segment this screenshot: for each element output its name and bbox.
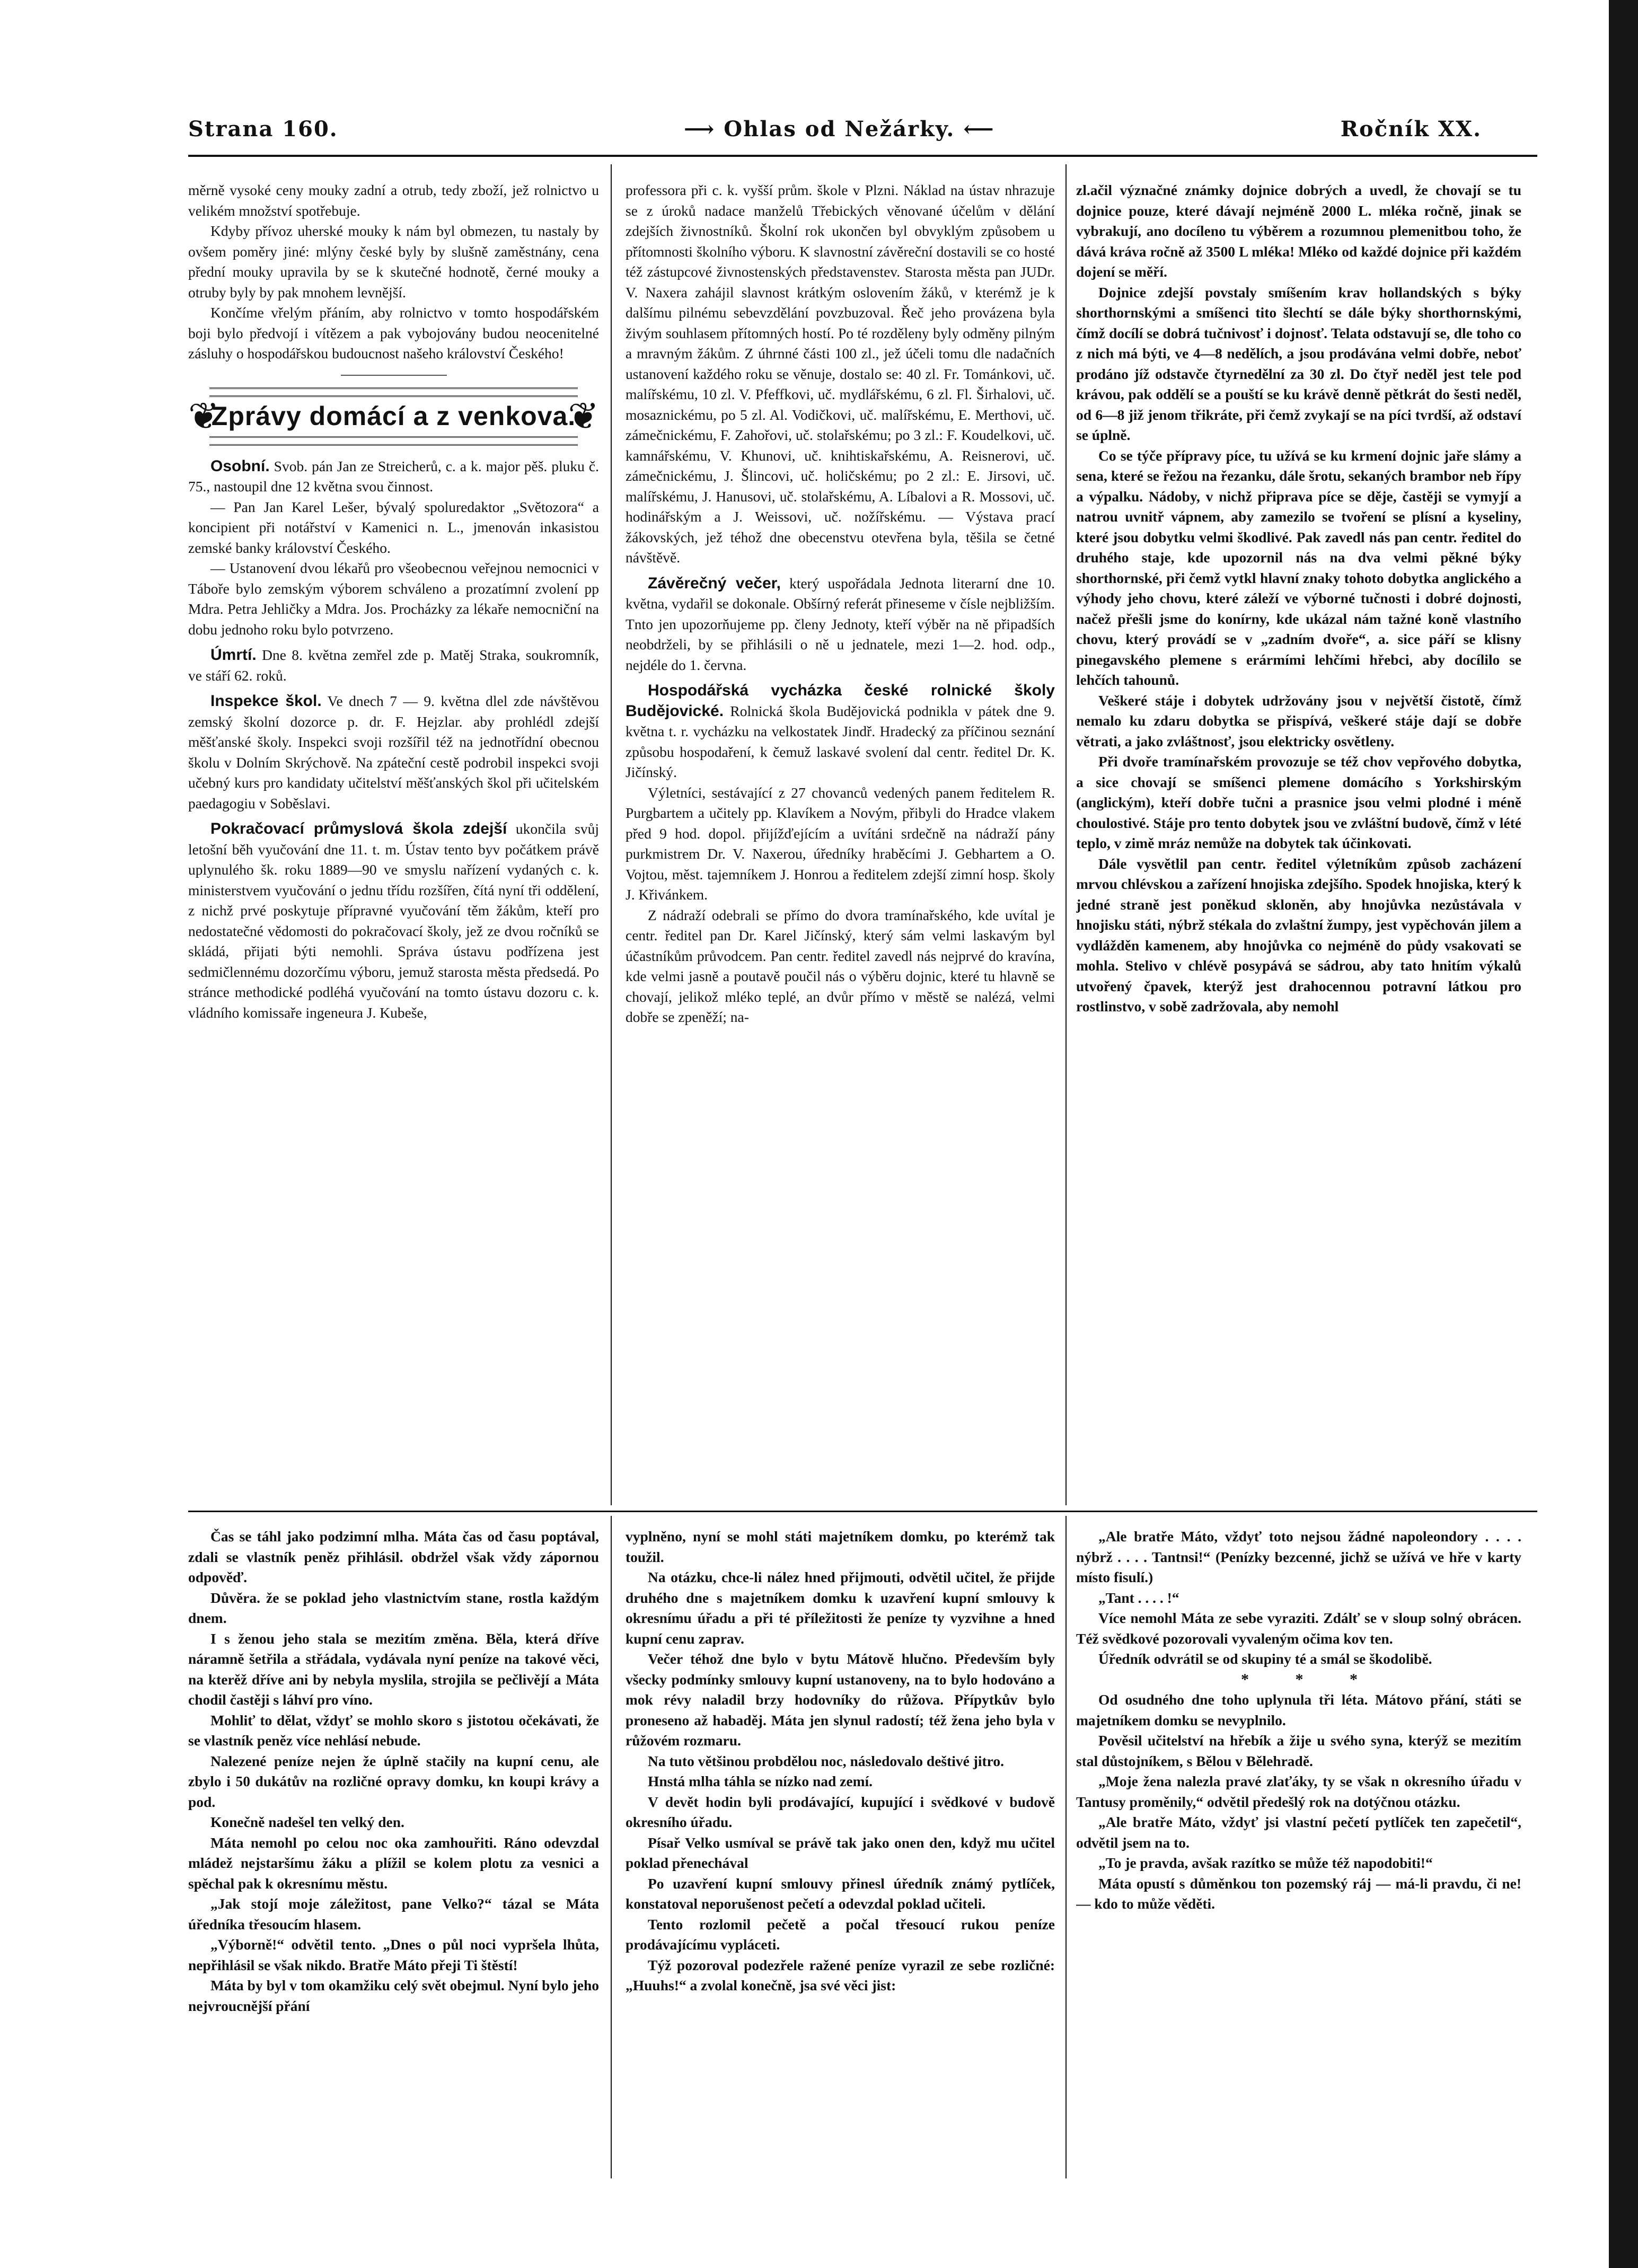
story-paragraph: Důvěra. že se poklad jeho vlastnictvím stane, rostla každým dnem. (188, 1589, 599, 1626)
section-heading (188, 387, 599, 446)
header-rule (188, 155, 1537, 157)
story-paragraph: V devět hodin byli prodávající, kupující i svědkové v budově okresního úřadu. (626, 1793, 1055, 1830)
story-paragraph: Na otázku, chce-li nález hned přijmouti, odvětil učitel, že přijde druhého dne s majetníkem domku k uzavření kupní smlouvy k okresnímu úřadu a při té příležitosti že peníze ty vyzvihne a hned kupní cenu zaprav. (626, 1569, 1055, 1647)
column-rule-3 (611, 1516, 612, 2178)
story-paragraph: Pověsil učitelství na hřebík a žije u svého syna, kterýž se mezitím stal důstojníkem, s Bělou v Bělehradě. (1076, 1732, 1521, 1769)
story-paragraph: „Ale bratře Máto, vždyť toto nejsou žádné napoleondory . . . . nýbrž . . . . Tantnsi!“ (Penízky bezcenné, jichž se užívá ve hře v karty místo fisulí.) (1076, 1528, 1521, 1585)
page-number: Strana 160. (188, 117, 338, 142)
story-paragraph: Mohliť to dělat, vždyť se mohlo skoro s jistotou očekávati, že se vlastník peněz více nehlásí nebude. (188, 1711, 599, 1749)
story-paragraph: „To je pravda, avšak razítko se může též napodobiti!“ (1098, 1855, 1433, 1871)
news-text: — Pan Jan Karel Lešer, bývalý spoluredaktor „Světozora“ a koncipient při notářství v Kamenici n. L., jmenován inkasistou zemské banky království Českého. (188, 498, 599, 556)
volume-number: Ročník XX. (1340, 117, 1482, 142)
news-heading: Hospodářská vycházka české rolnické školy Budějovické. (626, 682, 1055, 720)
column-3-bottom (1076, 1526, 1521, 2173)
story-paragraph: „Tant . . . . !“ (1098, 1589, 1179, 1606)
article-paragraph: Kdyby přívoz uherské mouky k nám byl obmezen, tu nastaly by ovšem poměry jiné: mlýny české byly by slušně zaměstnány, cena přední mouky upravila by se k skutečné hodnotě, černé mouky a otruby byly by pak mnohem levnější. (188, 223, 599, 301)
ornament-border (209, 436, 578, 446)
news-heading: Úmrtí. (210, 646, 257, 664)
news-heading: Osobní. (210, 457, 270, 475)
story-paragraph: Konečně nadešel ten velký den. (210, 1814, 404, 1830)
ornament-border (209, 387, 578, 397)
section-title: Zprávy domácí a z venkova. (211, 401, 576, 431)
article-paragraph: Dojnice zdejší povstaly smíšením krav hollandských s býky shorthornskými a smíšenci tito šlechtí se dále býky shorthornskými, čímž docílí se dobrá tučnivosť i dojnosť. Telata odstavují se, dle toho co z nich má býti, ve 4—8 nedělích, a jsou prodávána velmi dobře, neboť prodáno jíž odstavče čtyrnedělní za 30 zl. Do čtyř neděl jest tele pod krávou, pak oddělí se a pouští se ku krávě denně pětkrát do šesti neděl, od 6—8 již jenom třikráte, při čemž zvykají se na píci tvrdší, až odstaví se úplně. (1076, 284, 1521, 443)
news-text: ukončila svůj letošní běh vyučování dne 11. t. m. Ústav tento byv počátkem právě uplynulého šk. roku 1889—90 ve smyslu nařízení vydaných c. k. ministerstvem vyučování o jednu třídu rozšířen, čítá nyní tři oddělení, z nichž prvé poskytuje přípravné vyučování těm žákům, kteří pro nedostatečné vědomosti do pokračovací školy, jež ze dvou ročníků se skládá, přijati býti nemohli. Správa ústavu podřízena jest sedmičlennému dozorčímu výboru, jemuž starosta města předsedá. Po stránce methodické podléhá vyučování na tomto ústavu dozoru c. k. vládního komissaře ingeneura J. Kubeše, (188, 820, 599, 1021)
column-rule-2 (1065, 164, 1067, 1505)
story-paragraph: Nalezené peníze nejen že úplně stačily na kupní cenu, ale zbylo i 50 dukátův na rozličné opravy domku, kn koupi krávy a pod. (188, 1752, 599, 1810)
article-paragraph: Končíme vřelým přáním, aby rolnictvo v tomto hospodářském boji bylo předvojí i vítězem a pak vybojovány budou neocenitelné zásluhy o hospodářskou budoucnost našeho království Českého! (188, 304, 599, 361)
story-paragraph: Máta nemohl po celou noc oka zamhouřiti. Ráno odevzdal mládež nejstaršímu žáku a plížil se kolem plotu za vesnici a spěchal pak k okresnímu městu. (188, 1834, 599, 1892)
article-paragraph: Při dvoře tramínařském provozuje se též chov vepřového dobytka, a sice chovají se smíšenci plemene domácího s Yorkshirským (anglickým), kteří dobře tučni a prasnice jsou velmi plodné i méně choulostivé. Stáje pro tento dobytek jsou ve zvláštní budově, čímž v lété teplo, v zimě mráz nemůže na dobytek tak účinkovati. (1076, 753, 1521, 851)
news-text: Svob. pán Jan ze Streicherů, c. a k. major pěš. pluku č. 75., nastoupil dne 12 května svou činnost. (188, 457, 599, 495)
ornament-right-icon: ❦ (568, 394, 599, 438)
column-3-top (1076, 180, 1521, 1500)
story-paragraph: „Výborně!“ odvětil tento. „Dnes o půl noci vypršela lhůta, nepřihlásil se však nikdo. Bratře Máto přeji Ti štěstí! (188, 1936, 599, 1973)
story-paragraph: Na tuto většinou probdělou noc, následovalo deštivé jitro. (648, 1752, 1005, 1769)
article-paragraph: Veškeré stáje i dobytek udržovány jsou v největší čistotě, čímž nemalo ku zdaru dobytka se přispívá, veškeré stáje dají se dobře větrati, a jako zvláštnosť, jsou elektricky osvětleny. (1076, 692, 1521, 749)
section-break: * * * (1241, 1670, 1379, 1688)
news-text: Dne 8. května zemřel zde p. Matěj Straka, soukromník, ve stáří 62. roků. (188, 647, 599, 684)
column-2-bottom (626, 1526, 1055, 2173)
column-2-top (626, 180, 1055, 1500)
story-paragraph: Večer téhož dne bylo v bytu Mátově hlučno. Především byly všecky podmínky smlouvy kupní ustanoveny, na to bylo hodováno a mok révy naladil brzy hodovníky do růžova. Přípytkův bylo proneseno až habaděj. Máta jen slynul radostí; též žena jeho byla v růžovém rozmaru. (626, 1651, 1055, 1749)
story-paragraph: Čas se táhl jako podzimní mlha. Máta čas od času poptával, zdali se vlastník peněz přihlásil. obdržel však vždy zápornou odpověď. (188, 1528, 599, 1585)
newspaper-title-text: Ohlas od Nežárky. (724, 117, 955, 142)
page-header (133, 117, 1511, 148)
story-paragraph: „Jak stojí moje záležitost, pane Velko?“ tázal se Máta úředníka třesoucím hlasem. (188, 1895, 599, 1932)
story-paragraph: Úředník odvrátil se od skupiny té a smál se škodolibě. (1098, 1651, 1432, 1667)
newspaper-title: ⟶ Ohlas od Nežárky. ⟵ (684, 117, 995, 142)
ornament-left-icon: ❦ (188, 394, 219, 438)
story-paragraph: Více nemohl Máta ze sebe vyraziti. Zdálť se v sloup solný obrácen. Též svědkové pozorovali vyvaleným očima kov ten. (1076, 1610, 1521, 1647)
story-paragraph: Máta opustí s důměnkou ton pozemský ráj — má-li pravdu, či ne! — kdo to může věděti. (1076, 1875, 1521, 1912)
news-heading: Pokračovací průmyslová škola zdejší (210, 820, 507, 837)
story-paragraph: Od osudného dne toho uplynula tři léta. Mátovo přání, státi se majetníkem domku se nevyplnilo. (1076, 1691, 1521, 1728)
article-paragraph: zl.ačil význačné známky dojnice dobrých a uvedl, že chovají se tu dojnice pouze, které dávají nejméně 2000 L. mléka ročně, jinak se vybrakují, ano docíleno tu výběrem a rozumnou plemenitbou toho, že dává kráva ročně až 3500 L mléka! Mléko od každé dojnice při každém dojení se měří. (1076, 182, 1521, 280)
column-1-bottom (188, 1526, 599, 2173)
divider (341, 375, 447, 376)
news-text: Výletníci, sestávající z 27 chovanců vedených panem ředitelem R. Purgbartem a učitely pp. Klavíkem a Novým, přibyli do Hradce vlakem před 9 hod. dopol. přijížďejícím a uvítáni srdečně na nádraží pány purkmistrem Dr. V. Naxerou, úředníky hraběcími J. Gebhartem a O. Vojtou, měst. tajemníkem J. Honrou a ředitelem zdejší zimní hosp. školy J. Křivánkem. (626, 784, 1055, 903)
section-rule (188, 1511, 1537, 1512)
story-paragraph: Po uzavření kupní smlouvy přinesl úředník známý pytlíček, konstatoval neporušenost pečetí a odevzdal poklad učiteli. (626, 1875, 1055, 1912)
article-paragraph: Co se týče přípravy píce, tu užívá se ku krmení dojnic jaře slámy a sena, které se řežou na řezanku, dále šrotu, sekaných brambor neb řípy a výpalku. Nádoby, v nichž připrava píce se děje, častěji se vymyjí a natrou uvnitř vápnem, aby zamezilo se tvoření se plísní a kyseliny, které jsou dobytku velmi škodlivé. Pak zavedl nás pan centr. ředitel do druhého staje, kde upozornil nás na dva velmi pěkné býky shorthornské, při čemž vytkl hlavní znaky tohoto dobytka anglického a výhody jeho chovu, které záleží ve výborné tučnosti i dobré dojnosti, načež přešli jsme do konírny, kde ukázal nám tažné koně vlastního chovu, který provádí se v „zadním dvoře“, a. sice páří se klisny pinegavského plemene s erármími lehčími hřebci, aby docílilo se lehčích tahounů. (1076, 447, 1521, 688)
story-paragraph: „Ale bratře Máto, vždyť jsi vlastní pečetí pytlíček ten zapečetil“, odvětil jsem na to. (1076, 1814, 1521, 1851)
story-paragraph: Máta by byl v tom okamžiku celý svět obejmul. Nyní bylo jeho nejvroucnější přání (188, 1977, 599, 2014)
scan-edge (1609, 0, 1638, 2268)
story-paragraph: Tento rozlomil pečetě a počal třesoucí rukou peníze prodávajícímu vypláceti. (626, 1916, 1055, 1953)
column-rule-4 (1065, 1516, 1067, 2178)
article-paragraph: Dále vysvětlil pan centr. ředitel výletníkům způsob zacházení mrvou chlévskou a zařízení hnojiska zdejšího. Spodek hnojiska, který k jedné straně jest poněkud skloněn, aby hnojůvka nezůstávala v hnojisku státi, nýbrž stékala do zvlaštní žumpy, jest vypěchován jilem a vydlážděn kamenem, aby hnojůvka co nejméně do půdy vsakovati se mohla. Stelivo v chlévě posypává se sádrou, aby tato hnitím výkalů utvořený čpavek, kterýž jest drahocennou potravní látkou pro rostlinstvo, v sobě zadržovala, aby nemohl (1076, 855, 1521, 1014)
news-heading: Závěrečný večer, (648, 574, 781, 592)
story-paragraph: „Moje žena nalezla pravé zlaťáky, ty se však n okresního úřadu v Tantusy proměnily,“ odvětil předešlý rok na dotýčnou otázku. (1076, 1773, 1521, 1810)
story-paragraph: Týž pozoroval podezřele ražené peníze vyrazil ze sebe rozličné: „Huuhs!“ a zvolal konečně, jsa své věci jist: (626, 1956, 1055, 1993)
story-paragraph: Písař Velko usmíval se právě tak jako onen den, když mu učitel poklad přenechával (626, 1834, 1055, 1871)
story-paragraph: vyplněno, nyní se mohl státi majetníkem domku, po kterémž tak toužil. (626, 1528, 1055, 1565)
news-text: Rolnická škola Budějovická podnikla v pátek dne 9. května t. r. vycházku na velkostatek Jindř. Hradecký za příčinou seznání způsobu hospodaření, k čemuž laskavé svolení dal centr. ředitel Dr. K. Jičínský. (626, 702, 1055, 780)
news-text: Ve dnech 7 — 9. května dlel zde návštěvou zemský školní dozorce p. dr. F. Hejzlar. aby prohlédl zdejší měšťanské školy. Inspekci svoji rozšířil též na jednotřídní obecnou školu v Dolním Skrýchově. Na zpáteční cestě podrobil inspekci svoji učebný kurs pro kandidaty učitelství měšťanských škol při učitelském paedagogiu v Soběslavi. (188, 693, 599, 811)
news-heading: Inspekce škol. (210, 692, 322, 710)
news-text: který uspořádala Jednota literarní dne 10. května, vydařil se dokonale. Obšírný referát přineseme v čísle nejbližším. Tnto jen upozorňujeme pp. členy Jednoty, kteří výběr na ně připadších neobdrželi, by se přihlásili o ně u jednatele, mezi 1—2. hod. odp., nejdéle do 1. června. (626, 575, 1055, 673)
article-paragraph: professora při c. k. vyšší prům. škole v Plzni. Náklad na ústav nhrazuje se z úroků nadace manželů Třebických věnované účelům v dělání zdejších živnostníků. Školní rok ukončen byl obvyklým způsobem u přítomnosti školního výboru. K slavnostní závěreční dostavili se co hosté též zástupcové živnostenských představenstev. Starosta města pan JUDr. V. Naxera zahájil slavnost krátkým oslovením žáků, v kterémž je k dalšímu pilnému sebevzdělání povzbuzoval. Řeč jeho provázena byla živým souhlasem přítomných hostí. Po té rozděleny byly odměny pilným a mravným žákům. Z úhrnné části 100 zl., jež účeli tomu dle nadačních ustanovení každého roku se věnuje, dostalo se: 40 zl. Fr. Tománkovi, uč. malířskému, 10 zl. V. Pfeffkovi, uč. mydlářskému, 6 zl. Fl. Širhalovi, uč. mosaznickému, po 5 zl. Al. Vodičkovi, uč. malířskému, E. Merthovi, uč. zámečnickému, F. Zahořovi, uč. stolařskému; po 3 zl.: F. Koudelkovi, uč. kamnářskému, V. Khunovi, uč. knihtiskařskému, A. Reisnerovi, uč. zámečnickému, J. Šlincovi, uč. holičskému; po 2 zl.: E. Jirsovi, uč. malířskému, J. Hanusovi, uč. stolařskému, A. Líbalovi a R. Mossovi, uč. hodinářským a J. Weissovi, uč. nožířskému. — Výstava prací žákovských, jež téhož dne obecenstvu otevřena byla, těšila se četné návštěvě. (626, 182, 1055, 566)
article-paragraph: měrně vysoké ceny mouky zadní a otrub, tedy zboží, jež rolnictvo u velikém množství spotřebuje. (188, 182, 599, 219)
news-text: — Ustanovení dvou lékařů pro všeobecnou veřejnou nemocnici v Táboře bylo zemským výborem schváleno a prozatímní zvolení pp Mdra. Petra Jehličky a Mdra. Jos. Procházky za lékaře nemocniční na dobu jednoho roku bylo potvrzeno. (188, 560, 599, 638)
news-text: Z nádraží odebrali se přímo do dvora tramínařského, kde uvítal je centr. ředitel pan Dr. Karel Jičínský, který sám velmi laskavým byl účastníkům průvodcem. Pan centr. ředitel zavedl nás nejprvé do kravína, kde velmi jasně a poutavě poučil nás o výběru dojnic, které tu hlavně se chovají, jelikož mléko teplé, an dvůr přímo v městě se nalézá, velmi dobře se zpeněží; na- (626, 906, 1055, 1025)
story-paragraph: I s ženou jeho stala se mezitím změna. Běla, která dříve náramně šetřila a střádala, vydávala nyní peníze na takové věci, na kterěž dříve ani by nebyla myslila, strojila se pečlivějí a Máta chodil častěji s láhví pro víno. (188, 1630, 599, 1708)
column-1-top (188, 180, 599, 1500)
column-rule-1 (611, 164, 612, 1505)
story-paragraph: Hnstá mlha táhla se nízko nad zemí. (648, 1773, 873, 1789)
